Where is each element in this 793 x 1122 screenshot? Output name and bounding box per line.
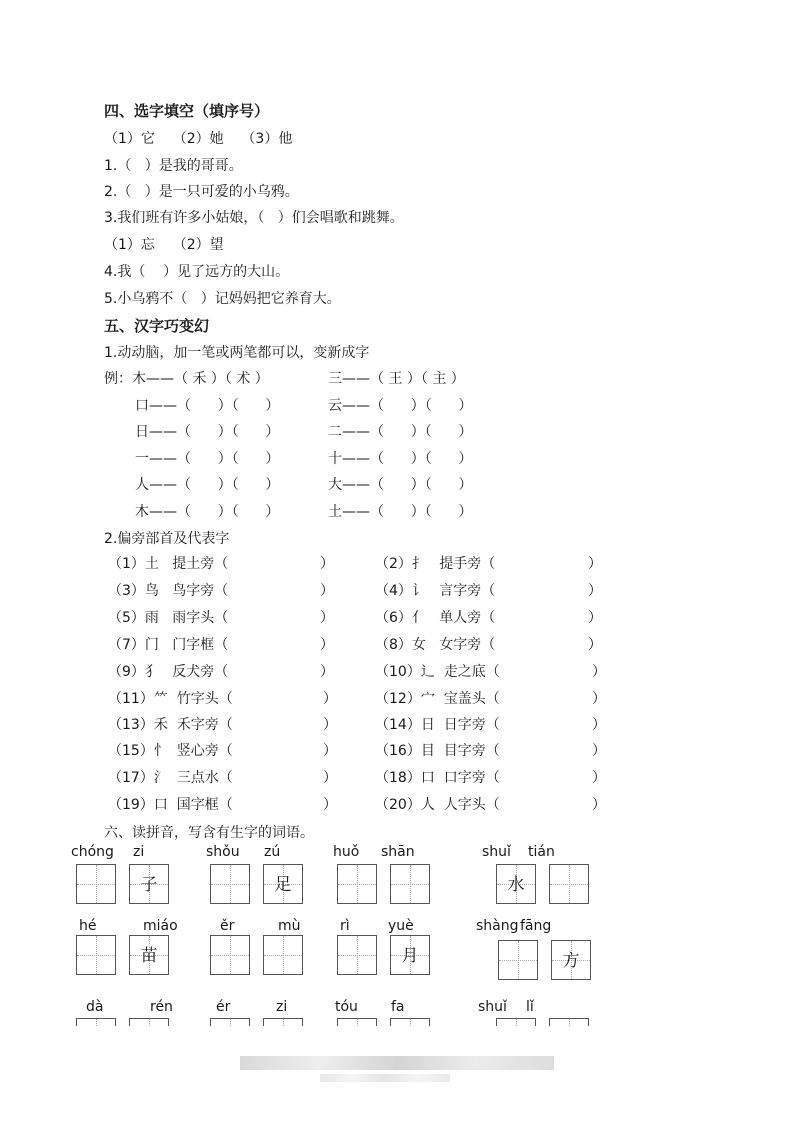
s5-row-right: 大——（ ）（ ） (328, 477, 473, 493)
box-character: 方 (562, 951, 580, 971)
box-character (391, 865, 429, 903)
s5-row-left: 木——（ ）（ ） (135, 504, 280, 520)
radical-right-item: （16）目 目字旁（ (375, 743, 500, 759)
radical-left-close: ） (323, 770, 337, 786)
pinyin-syllable: shuǐ (482, 844, 511, 860)
tianzige-box[interactable] (496, 864, 536, 904)
pinyin-syllable: dà (86, 999, 104, 1015)
radical-left-item: （15）忄 竖心旁（ (108, 743, 233, 759)
tianzige-box[interactable] (263, 864, 303, 904)
s5-row-right: 土——（ ）（ ） (328, 504, 473, 520)
pinyin-syllable: yuè (388, 918, 414, 934)
radical-left-close: ） (323, 691, 337, 707)
pinyin-syllable: fāng (520, 918, 552, 934)
radical-left-close: ） (320, 556, 334, 572)
s5-row-left: 日——（ ）（ ） (135, 424, 280, 440)
box-character: 苗 (140, 946, 158, 966)
box-character (211, 936, 249, 974)
radical-right-item: （8）女 女字旁（ (375, 637, 496, 653)
pinyin-syllable: chóng (71, 844, 114, 860)
radical-right-item: （14）日 日字旁（ (375, 717, 500, 733)
box-character: 足 (274, 875, 292, 895)
radical-right-close: ） (592, 717, 606, 733)
footer-watermark (320, 1074, 450, 1082)
radical-right-close: ） (592, 691, 606, 707)
radical-left-item: （5）雨 雨字头（ (108, 610, 229, 626)
radical-left-close: ） (320, 583, 334, 599)
tianzige-box[interactable] (76, 935, 116, 975)
tianzige-box[interactable] (263, 935, 303, 975)
s4-options-1: （1）它 （2）她 （3）他 (104, 131, 293, 147)
tianzige-box[interactable] (337, 1018, 377, 1026)
radical-right-close: ） (588, 556, 602, 572)
tianzige-box[interactable] (390, 1018, 430, 1026)
pinyin-syllable: huǒ (333, 844, 360, 860)
radical-right-close: ） (592, 797, 606, 813)
s5-row-right: 二——（ ）（ ） (328, 424, 473, 440)
tianzige-box[interactable] (549, 864, 589, 904)
radical-left-close: ） (320, 637, 334, 653)
radical-left-close: ） (320, 610, 334, 626)
s5-part-2: 2.偏旁部首及代表字 (104, 531, 230, 547)
radical-right-item: （10）辶 走之底（ (375, 664, 500, 680)
radical-right-close: ） (588, 583, 602, 599)
radical-right-item: （18）口 口字旁（ (375, 770, 500, 786)
tianzige-box[interactable] (337, 864, 377, 904)
tianzige-box[interactable] (390, 864, 430, 904)
box-character (338, 936, 376, 974)
pinyin-syllable: lǐ (526, 999, 534, 1015)
tianzige-box[interactable] (76, 1018, 116, 1026)
radical-left-close: ） (320, 664, 334, 680)
radical-left-item: （13）禾 禾字旁（ (108, 717, 233, 733)
s4-options-2: （1）忘 （2）望 (104, 237, 224, 253)
pinyin-syllable: tóu (335, 999, 358, 1015)
radical-right-item: （4）讠 言字旁（ (375, 583, 496, 599)
tianzige-box[interactable] (263, 1018, 303, 1026)
tianzige-box[interactable] (210, 1018, 250, 1026)
tianzige-box[interactable] (210, 864, 250, 904)
box-character (338, 865, 376, 903)
s4-question-2: 2.（ ）是一只可爱的小乌鸦。 (104, 184, 299, 200)
section-6-title: 六、读拼音，写含有生字的词语。 (104, 825, 314, 841)
radical-right-close: ） (588, 637, 602, 653)
radical-left-item: （7）门 门字框（ (108, 637, 229, 653)
box-character: 月 (401, 946, 419, 966)
pinyin-syllable: shān (381, 844, 415, 860)
pinyin-syllable: miáo (143, 918, 178, 934)
radical-right-item: （12）宀 宝盖头（ (375, 691, 500, 707)
s4-question-5: 5.小乌鸦不（ ）记妈妈把它养育大。 (104, 291, 341, 307)
pinyin-syllable: shǒu (206, 844, 240, 860)
radical-right-close: ） (592, 664, 606, 680)
radical-left-item: （1）土 提土旁（ (108, 556, 229, 572)
box-character: 子 (140, 875, 158, 895)
box-character (264, 936, 302, 974)
pinyin-syllable: zú (264, 844, 281, 860)
pinyin-syllable: fa (391, 999, 405, 1015)
s5-row-left: 口——（ ）（ ） (135, 398, 280, 414)
footer-watermark (240, 1056, 554, 1070)
section-5-title: 五、汉字巧变幻 (104, 317, 210, 335)
radical-right-close: ） (592, 770, 606, 786)
pinyin-syllable: zi (133, 844, 145, 860)
tianzige-box[interactable] (129, 935, 169, 975)
s5-example-right: 三——（ 王 ）（ 主 ） (328, 371, 465, 387)
tianzige-box[interactable] (498, 940, 538, 980)
pinyin-syllable: tián (528, 844, 555, 860)
tianzige-box[interactable] (129, 864, 169, 904)
tianzige-box[interactable] (210, 935, 250, 975)
box-character (211, 865, 249, 903)
pinyin-syllable: shuǐ (478, 999, 507, 1015)
s5-example-left: 例：木——（ 禾 ）（ 术 ） (104, 371, 269, 387)
tianzige-box[interactable] (549, 1018, 589, 1026)
tianzige-box[interactable] (390, 935, 430, 975)
box-character (550, 865, 588, 903)
section-4-title: 四、选字填空（填序号） (104, 102, 270, 120)
s5-row-left: 人——（ ）（ ） (135, 477, 280, 493)
box-character: 水 (507, 875, 525, 895)
pinyin-syllable: zi (276, 999, 288, 1015)
radical-left-item: （3）鸟 鸟字旁（ (108, 583, 229, 599)
box-character (77, 865, 115, 903)
s5-row-right: 云——（ ）（ ） (328, 398, 473, 414)
pinyin-syllable: mù (278, 918, 301, 934)
tianzige-box[interactable] (337, 935, 377, 975)
s5-row-left: 一——（ ）（ ） (135, 451, 280, 467)
box-character (77, 936, 115, 974)
radical-left-item: （9）犭 反犬旁（ (108, 664, 229, 680)
pinyin-syllable: rì (340, 918, 350, 934)
tianzige-box[interactable] (496, 1018, 536, 1026)
radical-left-close: ） (323, 797, 337, 813)
tianzige-box[interactable] (129, 1018, 169, 1026)
s5-row-right: 十——（ ）（ ） (328, 451, 473, 467)
pinyin-syllable: shàng (476, 918, 519, 934)
pinyin-syllable: ér (216, 999, 231, 1015)
radical-right-close: ） (588, 610, 602, 626)
s4-question-4: 4.我（ ）见了远方的大山。 (104, 264, 290, 280)
s5-part-1: 1.动动脑，加一笔或两笔都可以，变新成字 (104, 345, 370, 361)
pinyin-syllable: ěr (220, 918, 235, 934)
pinyin-syllable: hé (79, 918, 97, 934)
s4-question-3: 3.我们班有许多小姑娘，（ ）们会唱歌和跳舞。 (104, 210, 404, 226)
radical-left-item: （11）⺮ 竹字头（ (108, 691, 233, 707)
radical-right-close: ） (592, 743, 606, 759)
tianzige-box[interactable] (551, 940, 591, 980)
radical-left-item: （17）氵 三点水（ (108, 770, 233, 786)
radical-right-item: （6）亻 单人旁（ (375, 610, 496, 626)
radical-right-item: （2）扌 提手旁（ (375, 556, 496, 572)
radical-left-item: （19）口 国字框（ (108, 797, 233, 813)
radical-right-item: （20）人 人字头（ (375, 797, 500, 813)
pinyin-syllable: rén (150, 999, 173, 1015)
tianzige-box[interactable] (76, 864, 116, 904)
radical-left-close: ） (323, 717, 337, 733)
box-character (499, 941, 537, 979)
radical-left-close: ） (323, 743, 337, 759)
s4-question-1: 1.（ ）是我的哥哥。 (104, 158, 243, 174)
